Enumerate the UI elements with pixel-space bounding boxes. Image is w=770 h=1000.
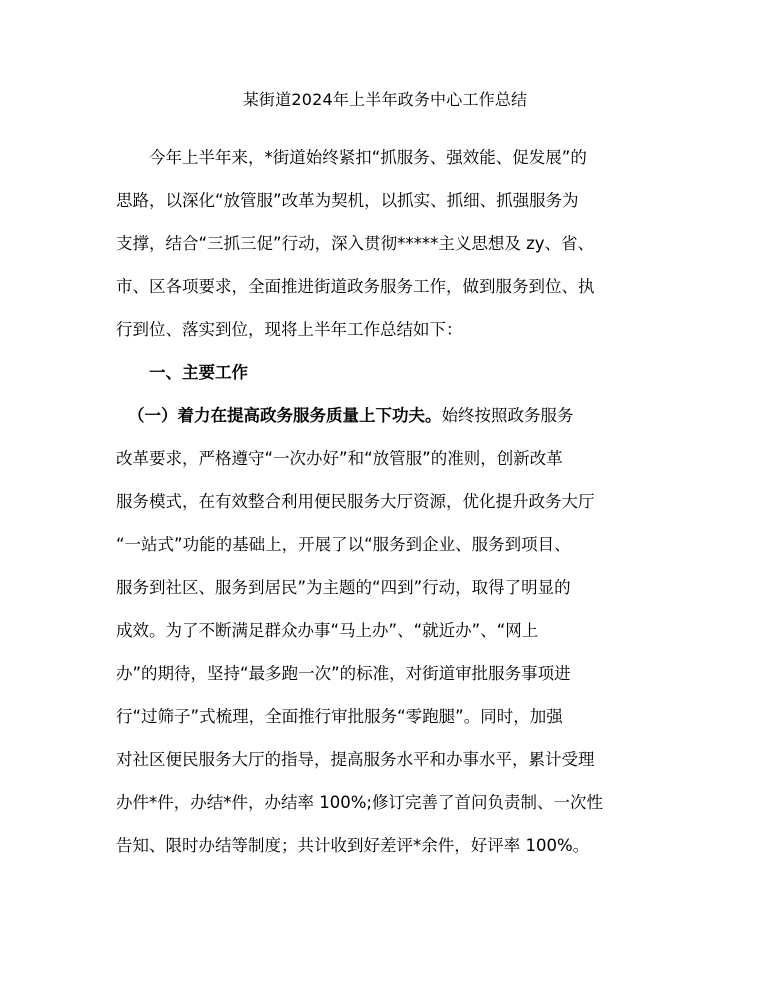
- body-line: 对社区便民服务大厅的指导，提高服务水平和办事水平，累计受理: [116, 750, 595, 769]
- body-line: “一站式”功能的基础上，开展了以“服务到企业、服务到项目、: [116, 535, 571, 554]
- body-line: 办”的期待，坚持“最多跑一次”的标准，对街道审批服务事项进: [116, 664, 571, 683]
- body-line: 行“过筛子”式梳理，全面推行审批服务“零跑腿”。同时，加强: [116, 707, 563, 726]
- subsection-first-line-text: 始终按照政务服务: [441, 406, 574, 425]
- body-line: 服务模式，在有效整合利用便民服务大厅资源，优化提升政务大厅: [116, 492, 595, 511]
- intro-line: 市、区各项要求，全面推进街道政务服务工作，做到服务到位、执: [116, 277, 595, 296]
- section-heading: 一、主要工作: [149, 363, 248, 382]
- intro-line: 思路，以深化“放管服”改革为契机，以抓实、抓细、抓强服务为: [116, 191, 579, 210]
- subsection-heading: （一）着力在提高政务服务质量上下功夫。: [128, 406, 442, 425]
- body-line: 服务到社区、服务到居民”为主题的“四到”行动，取得了明显的: [116, 578, 571, 597]
- intro-line: 支撑，结合“三抓三促”行动，深入贯彻*****主义思想及 zy、省、: [116, 234, 595, 253]
- intro-line: 行到位、落实到位，现将上半年工作总结如下：: [116, 320, 463, 339]
- body-line: 成效。为了不断满足群众办事“马上办”、“就近办”、“网上: [116, 621, 539, 640]
- body-line: 告知、限时办结等制度；共计收到好差评*余件，好评率 100%。: [116, 836, 590, 855]
- subsection-first-line: [128, 404, 668, 428]
- body-line: 改革要求，严格遵守“一次办好”和“放管服”的准则，创新改革: [116, 449, 563, 468]
- intro-line: 今年上半年来，*街道始终紧扣“抓服务、强效能、促发展”的: [149, 148, 587, 167]
- document-title: 某街道2024年上半年政务中心工作总结: [242, 90, 528, 109]
- body-line: 办件*件，办结*件，办结率 100%;修订完善了首问负责制、一次性: [116, 793, 603, 812]
